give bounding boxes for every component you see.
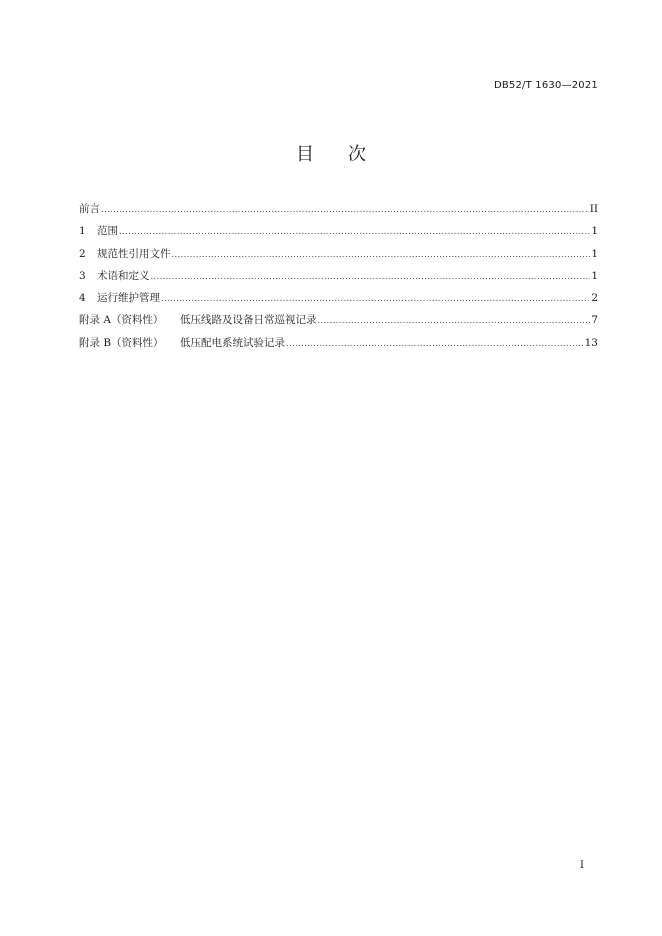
toc-entry-scope[interactable] bbox=[79, 223, 598, 245]
toc-entry-title: 范围 bbox=[97, 225, 118, 238]
toc-entry-number: 4 bbox=[79, 292, 86, 305]
toc-entry-annex-a[interactable] bbox=[79, 312, 598, 334]
table-of-contents bbox=[79, 201, 598, 357]
toc-entry-label bbox=[79, 268, 150, 283]
toc-entry-page: 7 bbox=[591, 314, 598, 327]
toc-entry-foreword[interactable] bbox=[79, 201, 598, 223]
toc-entry-operation-maintenance[interactable] bbox=[79, 290, 598, 312]
toc-entry-page: 1 bbox=[591, 269, 598, 282]
toc-entry-title: 前言 bbox=[79, 203, 100, 215]
toc-entry-page: II bbox=[589, 203, 598, 215]
toc-entry-number: 1 bbox=[79, 225, 86, 238]
toc-leader-dots bbox=[101, 203, 589, 215]
title-char-2: 次 bbox=[348, 144, 366, 165]
toc-leader-dots bbox=[119, 225, 590, 237]
toc-leader-dots bbox=[286, 337, 584, 349]
toc-entry-label bbox=[79, 223, 118, 238]
toc-leader-dots bbox=[172, 248, 591, 260]
toc-entry-annex-b[interactable] bbox=[79, 335, 598, 357]
title-char-1: 目 bbox=[296, 144, 314, 165]
toc-entry-normative-references[interactable] bbox=[79, 246, 598, 268]
toc-leader-dots bbox=[151, 270, 591, 282]
document-code: DB52/T 1630—2021 bbox=[493, 80, 598, 91]
toc-entry-label bbox=[79, 335, 285, 350]
toc-entry-page: 13 bbox=[584, 336, 598, 349]
toc-entry-page: 1 bbox=[591, 225, 598, 238]
toc-entry-title: 规范性引用文件 bbox=[97, 247, 171, 260]
toc-leader-dots bbox=[318, 314, 591, 326]
toc-entry-number: 3 bbox=[79, 269, 86, 282]
toc-entry-terms-definitions[interactable] bbox=[79, 268, 598, 290]
toc-entry-number: 2 bbox=[79, 247, 86, 260]
toc-leader-dots bbox=[161, 292, 590, 304]
toc-entry-title: 术语和定义 bbox=[97, 269, 150, 282]
toc-entry-label bbox=[79, 312, 317, 327]
toc-annex-prefix: 附录 B（资料性） bbox=[79, 336, 164, 349]
toc-entry-page: 1 bbox=[591, 247, 598, 260]
page-number: I bbox=[580, 860, 584, 871]
toc-entry-label bbox=[79, 290, 160, 305]
toc-entry-title: 低压配电系统试验记录 bbox=[180, 336, 285, 349]
toc-entry-label bbox=[79, 201, 100, 216]
toc-annex-prefix: 附录 A（资料性） bbox=[79, 314, 164, 327]
toc-entry-page: 2 bbox=[591, 292, 598, 305]
toc-entry-label bbox=[79, 246, 171, 261]
page-title bbox=[0, 140, 662, 166]
toc-entry-title: 运行维护管理 bbox=[97, 292, 160, 305]
toc-entry-title: 低压线路及设备日常巡视记录 bbox=[180, 314, 317, 327]
